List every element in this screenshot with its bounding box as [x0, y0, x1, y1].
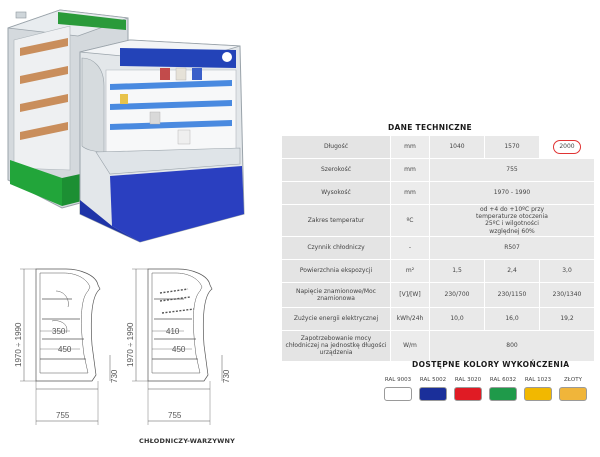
spec-label: Wysokość: [282, 182, 390, 204]
spec-unit: mm: [391, 136, 429, 158]
spec-label: Napięcie znamionowe/Moc znamionowa: [282, 283, 390, 307]
spec-row-refrigerant: [282, 237, 594, 259]
spec-label: Zakres temperatur: [282, 205, 390, 236]
swatch-ral-5002: [417, 377, 449, 401]
swatch-chip: [489, 387, 517, 401]
spec-unit: [V]/[W]: [391, 283, 429, 307]
spec-unit: W/m: [391, 331, 429, 361]
drawing-caption: CHŁODNICZY-WARZYWNY: [139, 437, 236, 445]
swatch-chip: [559, 387, 587, 401]
dim-base-right: 730: [222, 369, 231, 383]
spec-value: R507: [430, 237, 594, 259]
swatch-chip: [524, 387, 552, 401]
spec-label: Zużycie energii elektrycznej: [282, 308, 390, 330]
spec-value: 3,0: [540, 260, 594, 282]
spec-title: DANE TECHNICZNE: [388, 123, 472, 132]
spec-value-highlighted: [540, 136, 594, 158]
spec-label: Powierzchnia ekspozycji: [282, 260, 390, 282]
spec-value: 230/1340: [540, 283, 594, 307]
spec-row-temperature: [282, 205, 594, 236]
spec-value: 19,2: [540, 308, 594, 330]
spec-value: 230/1150: [485, 283, 539, 307]
spec-unit: ºC: [391, 205, 429, 236]
swatch-label: RAL 9003: [384, 377, 412, 383]
swatch-label: ZŁOTY: [564, 377, 582, 383]
spec-value: 10,0: [430, 308, 484, 330]
spec-label: Szerokość: [282, 159, 390, 181]
highlight-circle: 2000: [553, 140, 580, 153]
dim-depth1-left: 350: [52, 327, 66, 336]
spec-table: [281, 135, 595, 362]
swatch-label: RAL 5002: [419, 377, 447, 383]
spec-row-cooling-demand: [282, 331, 594, 361]
product-illustration: [0, 0, 260, 250]
dim-width-left: 755: [56, 411, 70, 420]
dim-height-left: 1970 ÷ 1990: [14, 322, 23, 367]
dim-depth2-left: 450: [58, 345, 72, 354]
dim-depth1-right: 410: [166, 327, 180, 336]
swatch-chip: [454, 387, 482, 401]
spec-value: 1570: [485, 136, 539, 158]
dim-width-right: 755: [168, 411, 182, 420]
spec-value: 16,0: [485, 308, 539, 330]
color-swatches: [382, 377, 594, 407]
spec-value: 230/700: [430, 283, 484, 307]
refrigerated-cabinet-blue: [80, 40, 244, 242]
spec-row-energy: [282, 308, 594, 330]
swatch-zloty: [557, 377, 589, 401]
spec-value: 2,4: [485, 260, 539, 282]
spec-row-display-area: [282, 260, 594, 282]
swatch-ral-9003: [382, 377, 414, 401]
colors-title: DOSTĘPNE KOLORY WYKOŃCZENIA: [412, 360, 570, 369]
swatch-chip: [384, 387, 412, 401]
spec-value: 1040: [430, 136, 484, 158]
dim-depth2-right: 450: [172, 345, 186, 354]
spec-unit: m²: [391, 260, 429, 282]
swatch-ral-6032: [487, 377, 519, 401]
swatch-ral-1023: [522, 377, 554, 401]
swatch-label: RAL 6032: [489, 377, 517, 383]
spec-row-length: [282, 136, 594, 158]
spec-unit: kWh/24h: [391, 308, 429, 330]
spec-unit: mm: [391, 159, 429, 181]
spec-label: Długość: [282, 136, 390, 158]
spec-row-height: [282, 182, 594, 204]
spec-value: 1970 - 1990: [430, 182, 594, 204]
swatch-label: RAL 1023: [524, 377, 552, 383]
spec-value: 755: [430, 159, 594, 181]
spec-label: Czynnik chłodniczy: [282, 237, 390, 259]
technical-drawings: [0, 255, 270, 435]
dim-base-left: 730: [110, 369, 119, 383]
dim-height-right: 1970 ÷ 1990: [126, 322, 135, 367]
spec-label: Zapotrzebowanie mocy chłodniczej na jednostkę długości urządzenia: [282, 331, 390, 361]
swatch-chip: [419, 387, 447, 401]
spec-unit: -: [391, 237, 429, 259]
spec-row-width: [282, 159, 594, 181]
spec-row-voltage-power: [282, 283, 594, 307]
spec-value: 1,5: [430, 260, 484, 282]
swatch-label: RAL 3020: [454, 377, 482, 383]
spec-unit: mm: [391, 182, 429, 204]
temperature-range-text: od +4 do +10ºC przy temperaturze otoczenia 25ºC i wilgotności względnej 60%: [476, 206, 548, 235]
spec-value: 800: [430, 331, 594, 361]
swatch-ral-3020: [452, 377, 484, 401]
spec-value: [430, 205, 594, 236]
